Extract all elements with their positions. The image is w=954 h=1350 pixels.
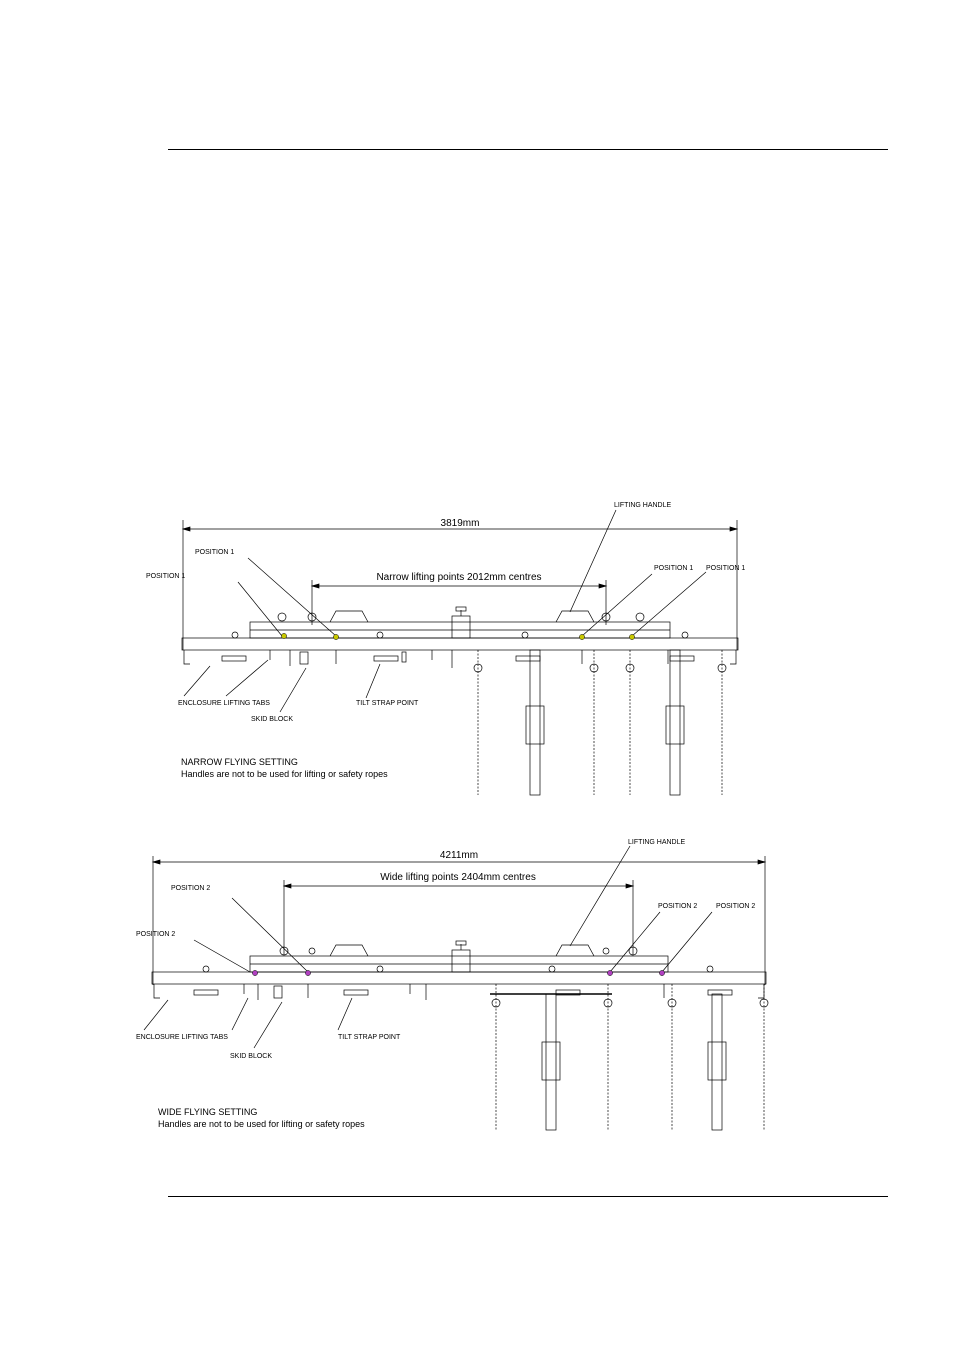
position-label: POSITION 2 <box>171 885 211 892</box>
header-rule <box>168 149 888 150</box>
overall-dimension-label: 3819mm <box>440 518 480 529</box>
skid-block-label: SKID BLOCK <box>251 716 294 723</box>
position-marker <box>659 970 664 975</box>
lifting-handle-label: LIFTING HANDLE <box>614 502 672 509</box>
position-marker <box>333 634 338 639</box>
position-label: POSITION 1 <box>706 565 746 572</box>
tilt-strap-point-label: TILT STRAP POINT <box>356 700 419 707</box>
wide-flying-drawing <box>0 830 954 1140</box>
narrow-flying-drawing <box>0 490 954 810</box>
position-label: POSITION 1 <box>146 573 186 580</box>
position-marker <box>281 633 286 638</box>
position-label: POSITION 2 <box>136 931 176 938</box>
position-marker <box>607 970 612 975</box>
position-marker <box>252 970 257 975</box>
enclosure-lifting-tabs-label: ENCLOSURE LIFTING TABS <box>136 1034 228 1041</box>
setting-note: Handles are not to be used for lifting or safety ropes <box>158 1119 365 1129</box>
lifting-handle-label: LIFTING HANDLE <box>628 839 686 846</box>
skid-block-label: SKID BLOCK <box>230 1053 273 1060</box>
position-marker <box>629 634 634 639</box>
footer-rule <box>168 1196 888 1197</box>
lifting-points-label: Narrow lifting points 2012mm centres <box>376 572 542 583</box>
setting-title: WIDE FLYING SETTING <box>158 1107 258 1117</box>
position-label: POSITION 1 <box>654 565 694 572</box>
setting-note: Handles are not to be used for lifting or safety ropes <box>181 769 388 779</box>
tilt-strap-point-label: TILT STRAP POINT <box>338 1034 401 1041</box>
enclosure-lifting-tabs-label: ENCLOSURE LIFTING TABS <box>178 700 270 707</box>
wide-flying-diagram <box>0 830 954 1140</box>
position-label: POSITION 2 <box>716 903 756 910</box>
position-marker <box>305 970 310 975</box>
overall-dimension-label: 4211mm <box>439 850 479 861</box>
position-label: POSITION 2 <box>658 903 698 910</box>
narrow-flying-diagram <box>0 490 954 810</box>
position-marker <box>579 634 584 639</box>
lifting-points-label: Wide lifting points 2404mm centres <box>380 872 536 883</box>
position-label: POSITION 1 <box>195 549 235 556</box>
setting-title: NARROW FLYING SETTING <box>181 757 298 767</box>
